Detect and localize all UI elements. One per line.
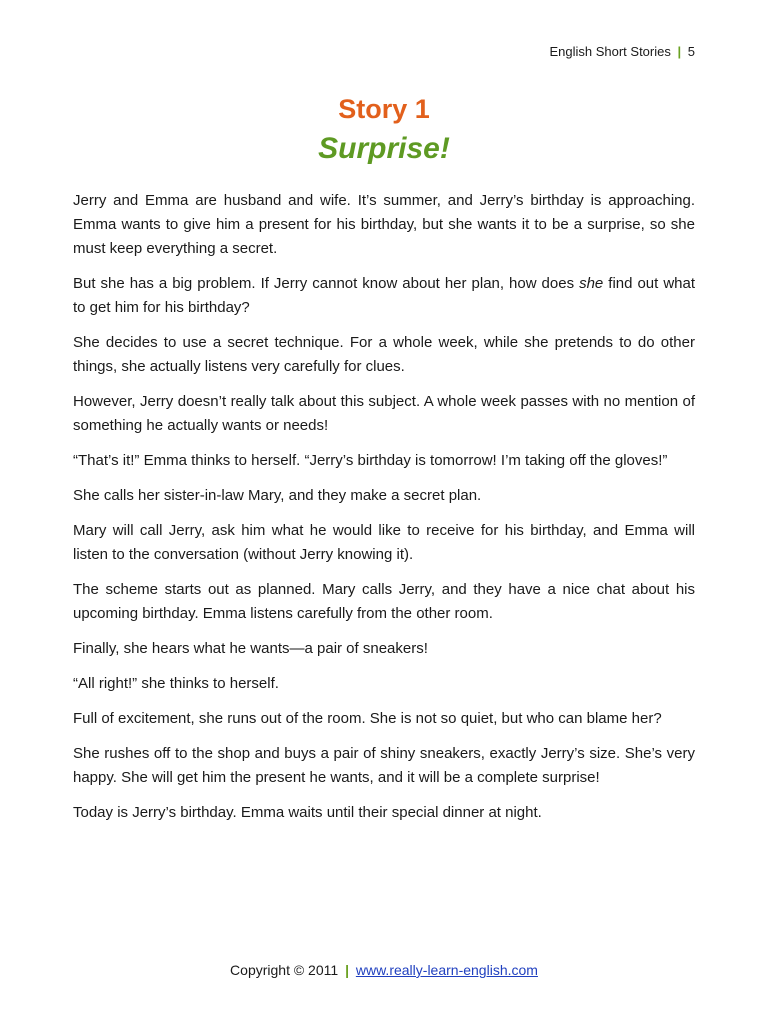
story-paragraph bbox=[73, 331, 695, 379]
story-text: “That’s it!” Emma thinks to herself. “Jerry’s birthday is tomorrow! I’m taking off the gloves!” bbox=[73, 452, 668, 469]
story-text: The scheme starts out as planned. Mary calls Jerry, and they have a nice chat about his upcoming birthday. Emma listens carefully from the other room. bbox=[73, 581, 695, 622]
story-paragraph bbox=[73, 449, 695, 473]
story-text: She rushes off to the shop and buys a pair of shiny sneakers, exactly Jerry’s size. She’s very happy. She will get him the present he wants, and it will be a complete surprise! bbox=[73, 745, 695, 786]
story-text: Jerry and Emma are husband and wife. It’s summer, and Jerry’s birthday is approaching. Emma wants to give him a present for his birthday, but she wants it to be a surprise, so she must keep everything a secret. bbox=[73, 192, 695, 257]
page-header bbox=[549, 43, 695, 61]
story-text: She calls her sister-in-law Mary, and they make a secret plan. bbox=[73, 487, 482, 504]
story-text: Today is Jerry’s birthday. Emma waits until their special dinner at night. bbox=[73, 804, 542, 821]
book-title: English Short Stories bbox=[549, 44, 671, 59]
story-text: “All right!” she thinks to herself. bbox=[73, 675, 279, 692]
copyright-text: Copyright © 2011 bbox=[230, 962, 339, 978]
story-text: However, Jerry doesn’t really talk about this subject. A whole week passes with no mention of something he actually wants or needs! bbox=[73, 393, 695, 434]
story-paragraph bbox=[73, 519, 695, 567]
story-text: Finally, she hears what he wants—a pair of sneakers! bbox=[73, 640, 428, 657]
page-footer bbox=[0, 960, 768, 980]
emphasis-text: she bbox=[579, 275, 604, 292]
story-text: Mary will call Jerry, ask him what he would like to receive for his birthday, and Emma will listen to the conversation (without Jerry knowing it). bbox=[73, 522, 695, 563]
story-text: But she has a big problem. If Jerry cannot know about her plan, how does bbox=[73, 275, 580, 292]
story-paragraph bbox=[73, 707, 695, 731]
story-text: find out what to get him for his birthday? bbox=[73, 275, 695, 316]
story-body bbox=[73, 189, 695, 836]
story-text: Full of excitement, she runs out of the room. She is not so quiet, but who can blame her? bbox=[73, 710, 662, 727]
website-link[interactable]: www.really-learn-english.com bbox=[355, 962, 538, 978]
story-paragraph bbox=[73, 742, 695, 790]
story-number: Story 1 bbox=[338, 94, 430, 124]
header-separator: | bbox=[677, 44, 682, 59]
story-paragraph bbox=[73, 672, 695, 696]
story-paragraph bbox=[73, 484, 695, 508]
story-paragraph bbox=[73, 272, 695, 320]
story-title: Surprise! bbox=[318, 132, 450, 165]
footer-separator: | bbox=[345, 962, 349, 978]
story-paragraph bbox=[73, 189, 695, 261]
story-text: She decides to use a secret technique. For a whole week, while she pretends to do other things, she actually listens very carefully for clues. bbox=[73, 334, 695, 375]
story-paragraph bbox=[73, 390, 695, 438]
story-paragraph bbox=[73, 637, 695, 661]
story-paragraph bbox=[73, 801, 695, 825]
story-paragraph bbox=[73, 578, 695, 626]
page-number: 5 bbox=[687, 44, 695, 59]
title-block bbox=[0, 90, 768, 170]
